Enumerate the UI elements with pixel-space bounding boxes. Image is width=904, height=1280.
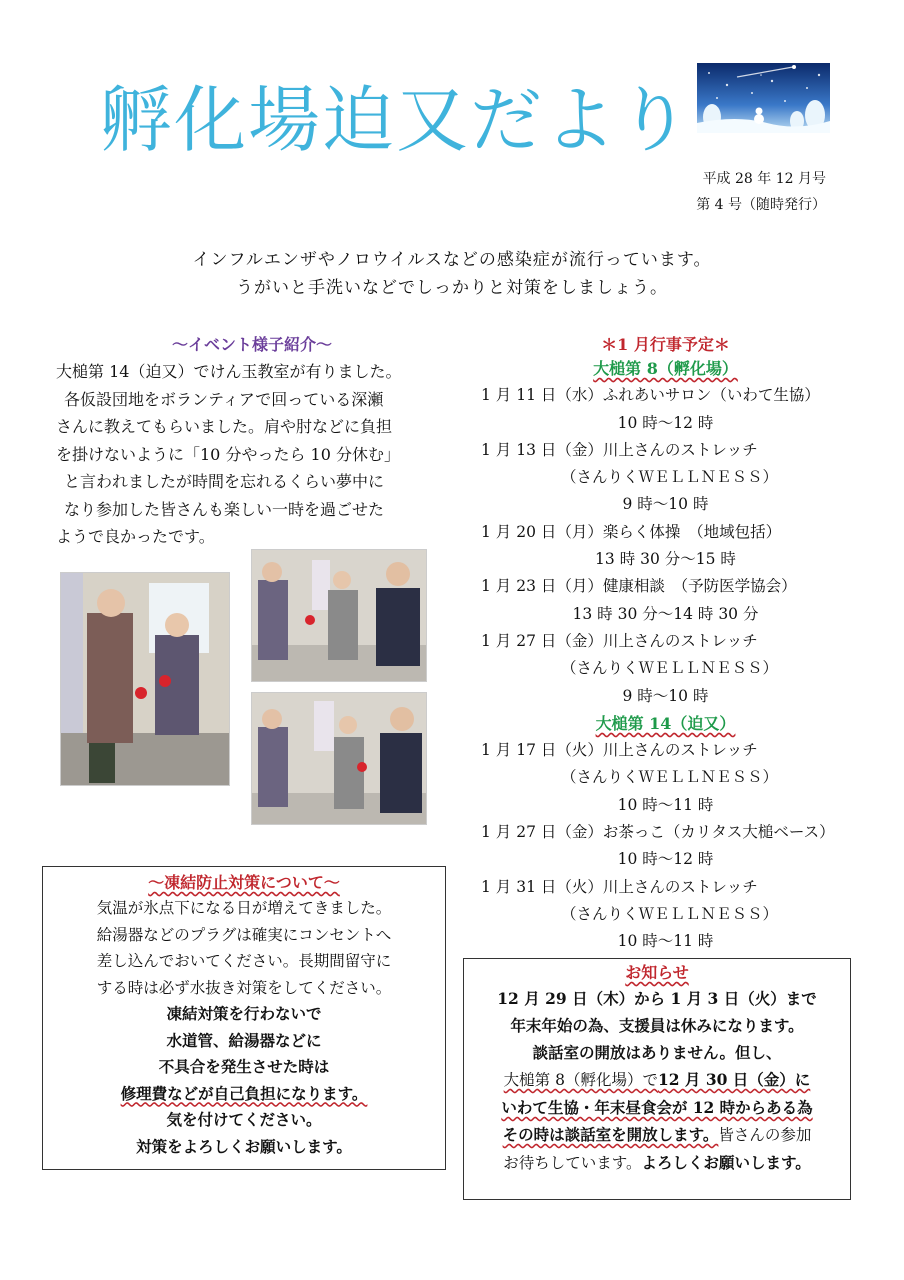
notice-line (464, 1094, 850, 1121)
event-line: さんに教えてもらいました。肩や肘などに負担 (56, 417, 393, 436)
schedule-provider: （さんりくＷＥＬＬＮＥＳＳ） (561, 659, 779, 678)
notice-line (464, 1066, 850, 1094)
notice-box (463, 958, 851, 1200)
schedule-time: 10 時～11 時 (617, 932, 714, 951)
freeze-line: 気温が氷点下になる日が増えてきました。 (96, 899, 392, 917)
kendama-photo-2 (251, 549, 427, 682)
event-section-title: ～イベント様子紹介～ (171, 335, 332, 354)
issue-date: 平成 28 年 12 月号 (702, 171, 826, 187)
schedule-list (463, 355, 868, 956)
notice-line: 12 月 29 日（木）から 1 月 3 日（火）まで (497, 989, 817, 1008)
schedule-time: 9 時～10 時 (622, 495, 709, 514)
schedule-time: 13 時 30 分～14 時 30 分 (572, 604, 759, 623)
schedule-item: 1 月 27 日（金）お茶っこ（カリタス大槌ベース） (481, 823, 835, 842)
intro-message (0, 246, 904, 302)
winter-snowman-illustration (697, 63, 830, 133)
freeze-title: ～凍結防止対策について～ (148, 873, 340, 892)
schedule-item: 1 月 17 日（火）川上さんのストレッチ (481, 741, 758, 760)
freeze-warning-line: 水道管、給湯器などに (166, 1030, 322, 1050)
event-line: 各仮設団地をボランティアで回っている深瀬 (64, 389, 384, 409)
schedule-provider: （さんりくＷＥＬＬＮＥＳＳ） (561, 468, 779, 487)
notice-line (464, 1149, 850, 1177)
schedule-group-hukajo: 大槌第 8（孵化場） (593, 359, 738, 378)
notice-date: 12 月 30 日（金）に (657, 1070, 811, 1089)
event-line: ようで良かったです。 (56, 527, 215, 546)
notice-location: 大槌第 8（孵化場）で (503, 1071, 658, 1089)
schedule-time: 10 時～12 時 (617, 413, 714, 432)
event-line: なり参加した皆さんも楽しい一時を過ごせた (64, 499, 385, 519)
freeze-prevention-box (42, 866, 446, 1170)
issue-number: 第 4 号（随時発行） (696, 197, 826, 213)
freeze-line: 給湯器などのプラグは確実にコンセントへ (96, 925, 392, 944)
intro-line: インフルエンザやノロウイルスなどの感染症が流行っています。 (192, 250, 712, 270)
notice-title: お知らせ (625, 963, 689, 982)
notice-line (464, 1121, 850, 1149)
notice-line: 年末年始の為、支援員は休みになります。 (510, 1016, 804, 1035)
freeze-cost-warning: 修理費などが自己負担になります。 (120, 1083, 368, 1103)
schedule-group-sakomata: 大槌第 14（迫又） (595, 713, 736, 733)
freeze-line: する時は必ず水抜き対策をしてください。 (96, 978, 392, 997)
schedule-time: 13 時 30 分～15 時 (595, 550, 736, 569)
schedule-time: 10 時～11 時 (617, 795, 714, 814)
freeze-line: 差し込んでおいてください。長期間留守に (96, 952, 392, 970)
notice-wait: お待ちしています。 (503, 1154, 642, 1172)
freeze-warning-line (43, 1081, 445, 1108)
notice-event: いわて生協・年末昼食会が 12 時からある為 (501, 1098, 813, 1117)
kendama-photo-1 (60, 572, 230, 786)
event-line: と言われましたが時間を忘れるくらい夢中に (64, 472, 385, 491)
schedule-title: ＊1 月行事予定＊ (601, 335, 730, 354)
schedule-provider: （さんりくＷＥＬＬＮＥＳＳ） (561, 904, 779, 923)
freeze-warning-line: 対策をよろしくお願いします。 (136, 1136, 352, 1156)
schedule-item: 1 月 23 日（月）健康相談 （予防医学協会） (481, 577, 797, 596)
freeze-warning-line: 気を付けてください。 (166, 1110, 322, 1129)
schedule-time: 9 時～10 時 (622, 686, 709, 705)
intro-line: うがいと手洗いなどでしっかりと対策をしましょう。 (236, 278, 668, 298)
event-line: を掛けないように「10 分やったら 10 分休む」 (56, 444, 400, 464)
freeze-warning-line: 凍結対策を行わないで (166, 1004, 322, 1023)
freeze-warning-line: 不具合を発生させた時は (158, 1057, 330, 1076)
event-line: 大槌第 14（迫又）でけん玉教室が有りました。 (56, 362, 402, 381)
notice-open: その時は談話室を開放します。 (502, 1125, 719, 1144)
notice-regards: よろしくお願いします。 (641, 1153, 811, 1172)
schedule-provider: （さんりくＷＥＬＬＮＥＳＳ） (561, 768, 779, 787)
schedule-item: 1 月 31 日（火）川上さんのストレッチ (481, 877, 758, 896)
kendama-photo-3 (251, 692, 427, 825)
event-description (56, 358, 448, 551)
schedule-time: 10 時～12 時 (617, 850, 714, 869)
schedule-item: 1 月 11 日（水）ふれあいサロン（いわて生協） (481, 386, 820, 405)
notice-line: 談話室の開放はありません。但し、 (532, 1043, 782, 1062)
schedule-item: 1 月 13 日（金）川上さんのストレッチ (481, 440, 758, 459)
notice-invite: 皆さんの参加 (718, 1126, 812, 1144)
schedule-item: 1 月 20 日（月）楽らく体操 （地域包括） (481, 522, 782, 541)
newsletter-title: 孵化場迫又だより (100, 78, 693, 162)
schedule-item: 1 月 27 日（金）川上さんのストレッチ (481, 631, 758, 650)
